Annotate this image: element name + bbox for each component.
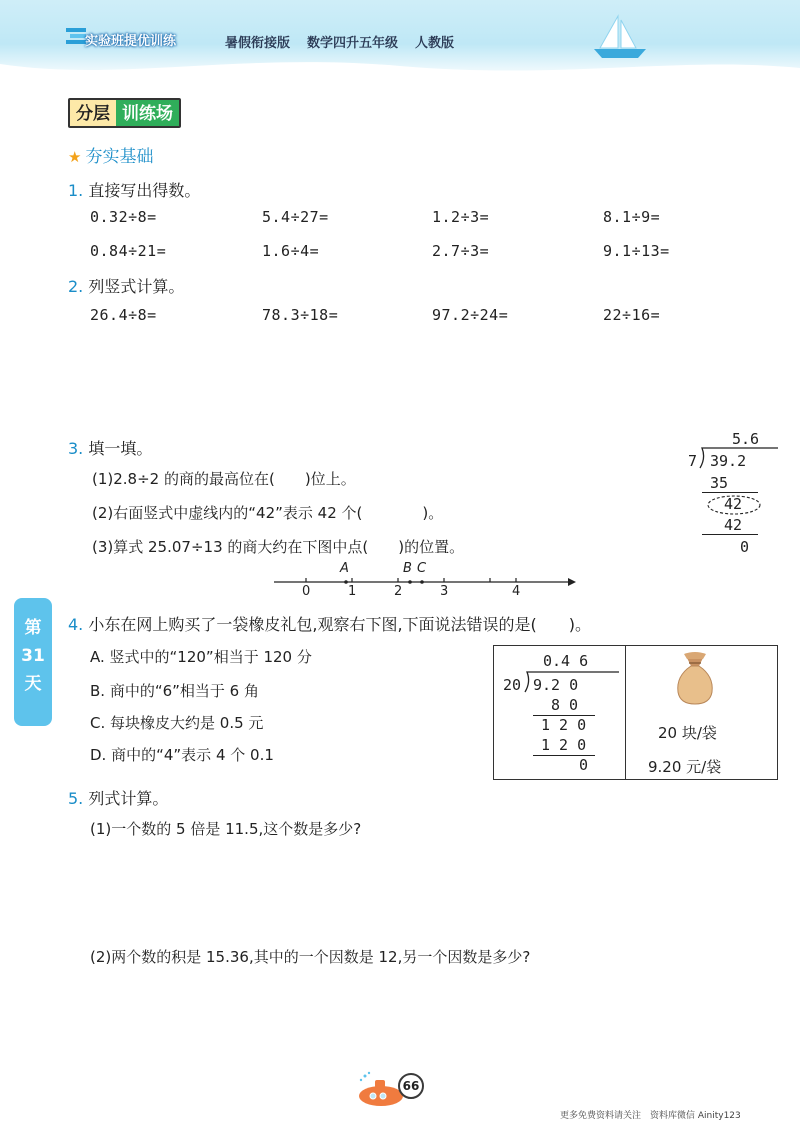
question-3-title bbox=[68, 436, 152, 459]
brand-logo-text: 实验班提优训练 bbox=[85, 34, 177, 49]
question-text: 小东在网上购买了一袋橡皮礼包,观察右下图,下面说法错误的是( )。 bbox=[88, 615, 592, 634]
header-wave-decoration bbox=[0, 52, 800, 82]
side-tab-line: 31 bbox=[21, 646, 45, 666]
tick-label: 0 bbox=[302, 584, 311, 599]
point-a-label: A bbox=[340, 561, 349, 576]
division-dividend: 9.2 0 bbox=[533, 676, 579, 694]
header-edition: 人教版 bbox=[415, 36, 455, 51]
point-b-label: B bbox=[403, 561, 412, 576]
q1-expression: 5.4÷27= bbox=[262, 208, 329, 226]
side-tab-line: 天 bbox=[24, 674, 42, 694]
q2-expression: 22÷16= bbox=[603, 306, 661, 324]
question-text: 列式计算。 bbox=[88, 789, 169, 808]
q1-expression: 0.84÷21= bbox=[90, 242, 167, 260]
question-text: 直接写出得数。 bbox=[88, 181, 201, 200]
subheading bbox=[68, 142, 153, 167]
question-2-title bbox=[68, 274, 184, 297]
q4-option-d: D. 商中的“4”表示 4 个 0.1 bbox=[90, 746, 274, 764]
q3-part-1: (1)2.8÷2 的商的最高位在( )位上。 bbox=[92, 470, 356, 488]
question-text: 填一填。 bbox=[88, 439, 153, 458]
division-quotient: 0.4 6 bbox=[543, 652, 589, 670]
q2-expression: 97.2÷24= bbox=[432, 306, 509, 324]
question-text: 列竖式计算。 bbox=[88, 277, 185, 296]
product-price: 9.20 元/袋 bbox=[648, 758, 722, 776]
tick-label: 1 bbox=[348, 584, 357, 599]
q4-option-b: B. 商中的“6”相当于 6 角 bbox=[90, 682, 259, 700]
gift-bag-icon bbox=[672, 650, 718, 706]
question-number: 4. bbox=[68, 615, 84, 634]
q2-expression: 26.4÷8= bbox=[90, 306, 157, 324]
question-4-title bbox=[68, 612, 591, 635]
star-icon: ★ bbox=[68, 148, 82, 166]
question-number: 3. bbox=[68, 439, 84, 458]
division-step: 8 0 bbox=[551, 696, 579, 714]
division-step-highlighted: 42 bbox=[724, 495, 743, 513]
section-badge-right: 训练场 bbox=[116, 100, 179, 126]
question-number: 5. bbox=[68, 789, 84, 808]
q3-part-3: (3)算式 25.07÷13 的商大约在下图中点( )的位置。 bbox=[92, 538, 465, 556]
q2-expression: 78.3÷18= bbox=[262, 306, 339, 324]
tick-label: 2 bbox=[394, 584, 403, 599]
q5-part-2: (2)两个数的积是 15.36,其中的一个因数是 12,另一个因数是多少? bbox=[90, 948, 531, 966]
division-divisor: 20 bbox=[503, 676, 522, 694]
tick-label: 3 bbox=[440, 584, 449, 599]
question-5-title bbox=[68, 786, 168, 809]
q1-expression: 0.32÷8= bbox=[90, 208, 157, 226]
number-line bbox=[270, 560, 580, 600]
q3-part-2: (2)右面竖式中虚线内的“42”表示 42 个( )。 bbox=[92, 504, 444, 522]
q1-expression: 8.1÷9= bbox=[603, 208, 661, 226]
question-number: 1. bbox=[68, 181, 84, 200]
division-dividend: 39.2 bbox=[710, 452, 747, 470]
header-subtitle: 暑假衔接版 bbox=[225, 36, 291, 51]
q1-expression: 9.1÷13= bbox=[603, 242, 670, 260]
section-badge bbox=[68, 98, 181, 128]
division-step: 1 2 0 bbox=[541, 716, 587, 734]
division-step: 35 bbox=[710, 474, 729, 492]
q1-expression: 1.6÷4= bbox=[262, 242, 320, 260]
division-step: 1 2 0 bbox=[541, 736, 587, 754]
division-remainder: 0 bbox=[579, 756, 589, 774]
section-badge-left: 分层 bbox=[70, 100, 116, 126]
point-c-label: C bbox=[417, 561, 427, 576]
side-tab-line: 第 bbox=[24, 618, 42, 638]
q4-option-a: A. 竖式中的“120”相当于 120 分 bbox=[90, 648, 312, 666]
tick-label: 4 bbox=[512, 584, 521, 599]
question-1-title bbox=[68, 178, 200, 201]
division-remainder: 0 bbox=[740, 538, 750, 556]
footer-note: 更多免费资料请关注 资料库微信 Ainity123 bbox=[560, 1111, 741, 1121]
q1-expression: 2.7÷3= bbox=[432, 242, 490, 260]
q3-long-division bbox=[680, 428, 780, 558]
q4-long-division bbox=[497, 650, 623, 778]
division-quotient: 5.6 bbox=[732, 430, 760, 448]
division-rule bbox=[702, 534, 758, 535]
subheading-text: 夯实基础 bbox=[85, 147, 154, 167]
q4-option-c: C. 每块橡皮大约是 0.5 元 bbox=[90, 714, 264, 732]
question-number: 2. bbox=[68, 277, 84, 296]
q1-expression: 1.2÷3= bbox=[432, 208, 490, 226]
q4-figure-divider bbox=[625, 645, 626, 780]
product-count: 20 块/袋 bbox=[658, 724, 717, 742]
q5-part-1: (1)一个数的 5 倍是 11.5,这个数是多少? bbox=[90, 820, 362, 838]
division-step: 42 bbox=[724, 516, 743, 534]
header-grade: 数学四升五年级 bbox=[307, 36, 399, 51]
page-number: 66 bbox=[398, 1073, 424, 1099]
sailboat-icon bbox=[590, 14, 650, 60]
day-side-tab bbox=[14, 598, 52, 726]
division-divisor: 7 bbox=[688, 452, 698, 470]
division-rule bbox=[702, 492, 758, 493]
